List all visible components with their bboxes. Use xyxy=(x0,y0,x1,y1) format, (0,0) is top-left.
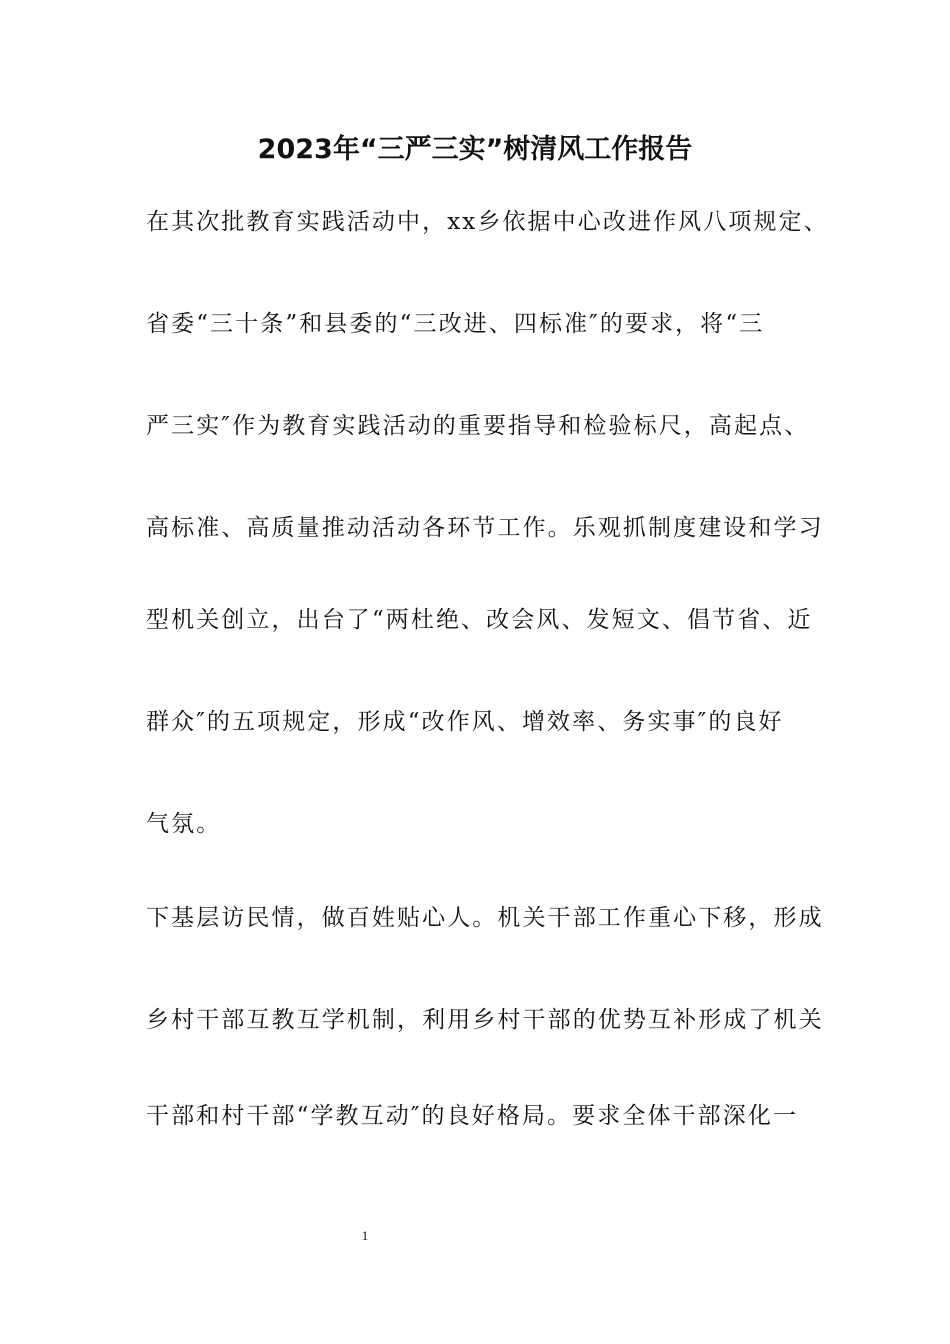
paragraph-line: 型机关创立，出台了“两杜绝、改会风、发短文、倡节省、近 xyxy=(146,607,813,633)
paragraph-line: 下基层访民情，做百姓贴心人。机关干部工作重心下移，形成 xyxy=(146,905,824,931)
paragraph-line: 气氛。 xyxy=(146,811,222,837)
paragraph-line: 高标准、高质量推动活动各环节工作。乐观抓制度建设和学习 xyxy=(146,515,824,541)
paragraph-line: 乡村干部互教互学机制，利用乡村干部的优势互补形成了机关 xyxy=(146,1007,824,1033)
paragraph-line: 严三实″作为教育实践活动的重要指导和检验标尺，高起点、 xyxy=(146,413,810,439)
page-number: 1 xyxy=(361,1228,369,1243)
paragraph-line: 群众″的五项规定，形成“改作风、增效率、务实事″的良好 xyxy=(146,709,784,735)
paragraph-line: 干部和村干部“学教互动″的良好格局。要求全体干部深化一 xyxy=(146,1103,799,1129)
paragraph-line: 省委“三十条”和县委的“三改进、四标准″的要求，将“三 xyxy=(146,311,765,337)
document-title: 2023年“三严三实”树清风工作报告 xyxy=(257,134,693,165)
paragraph-line: 在其次批教育实践活动中，xx乡依据中心改进作风八项规定、 xyxy=(146,209,829,235)
